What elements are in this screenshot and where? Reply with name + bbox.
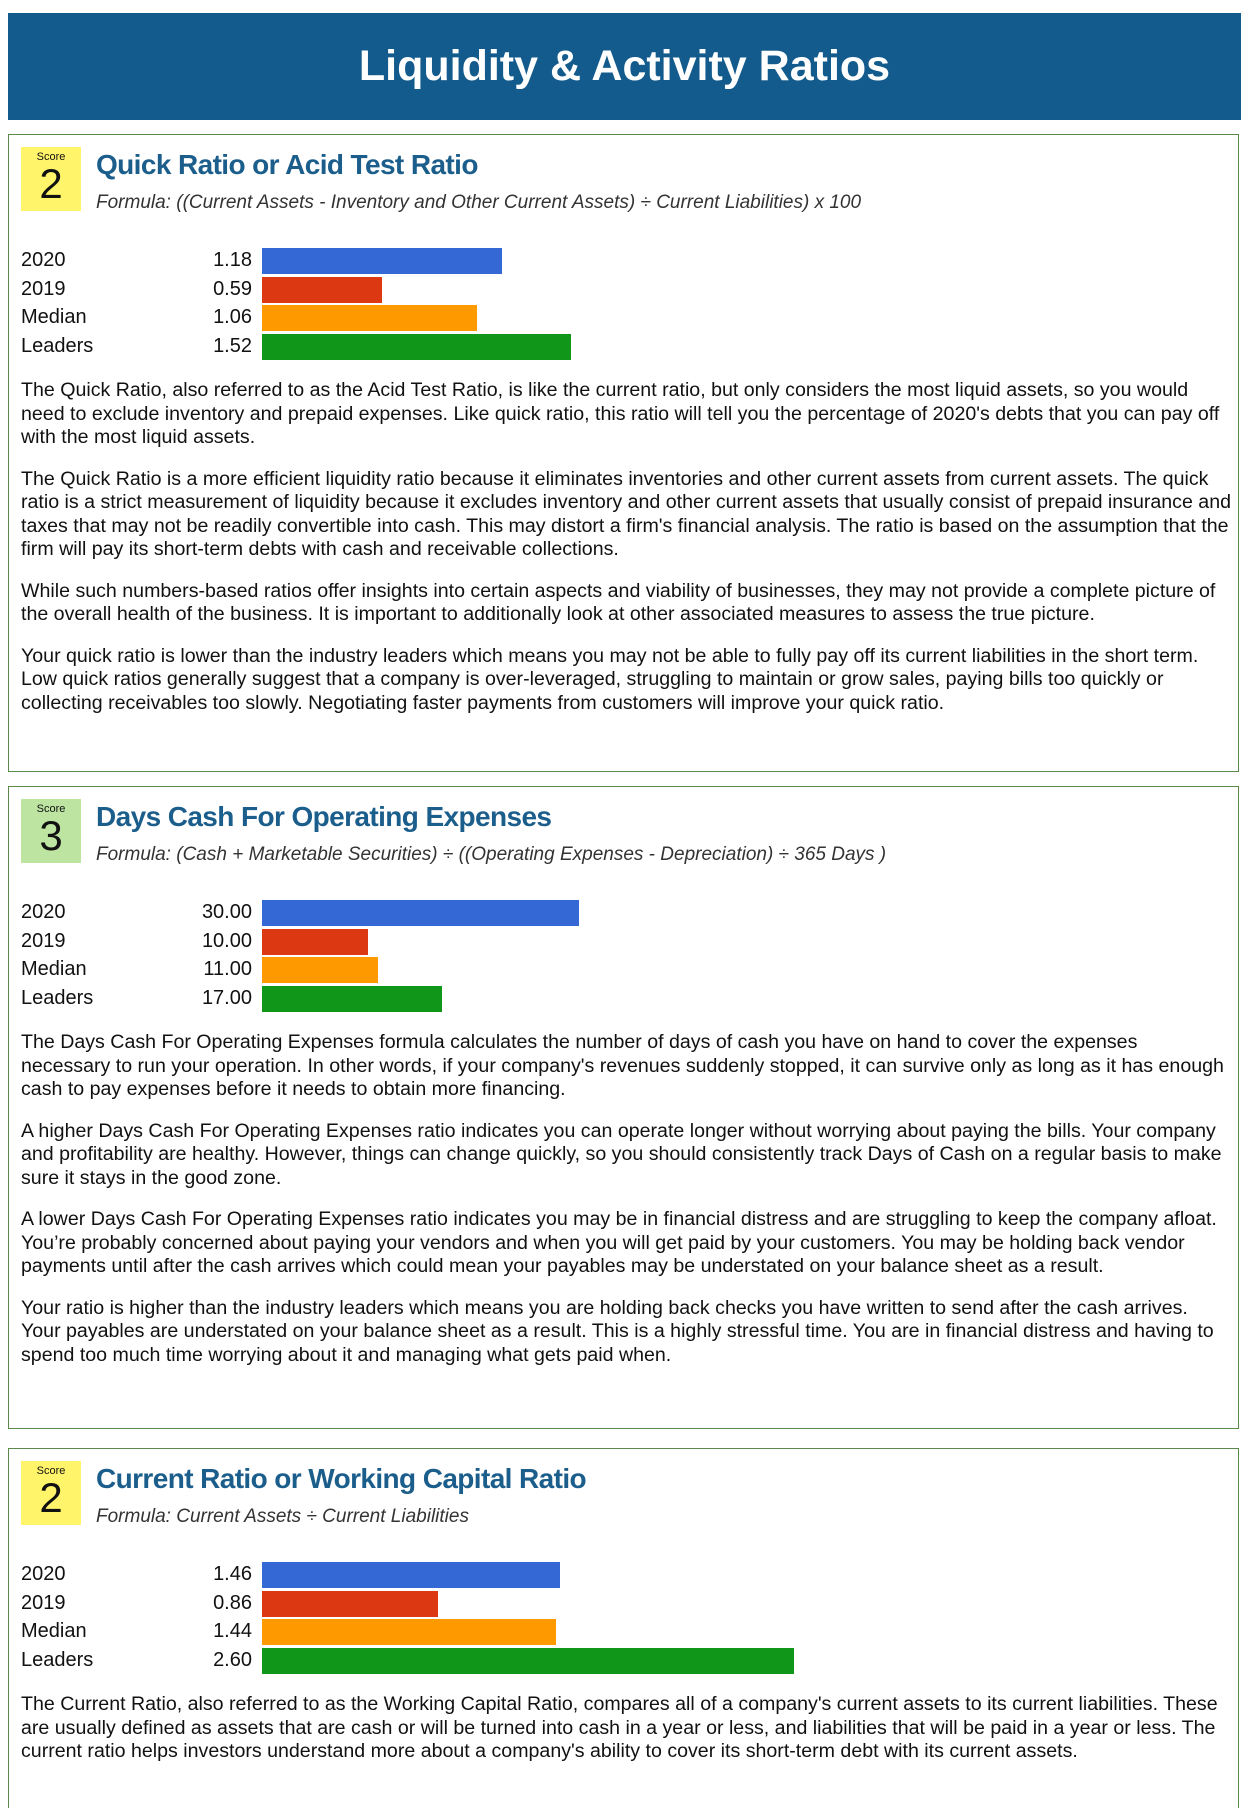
category-label: 2020 <box>21 249 66 271</box>
value-label: 1.46 <box>213 1563 252 1585</box>
bar-2020 <box>262 1562 560 1588</box>
paragraph: Your ratio is higher than the industry leaders which means you are holding back checks you have written to send after the cash arrives. Your payables are understated on your balance sheet as a result. This is a highly stressful time. You are in financial distress and having to spend too much time worrying about it and managing what gets paid when. <box>21 1296 1214 1366</box>
category-label: 2020 <box>21 901 66 923</box>
bar-chart <box>21 899 1021 1013</box>
value-label: 11.00 <box>203 958 252 980</box>
category-label: Leaders <box>21 1648 94 1671</box>
paragraph: The Quick Ratio is a more efficient liquidity ratio because it eliminates inventories and other current assets from current assets. The quick ratio is a strict measurement of liquidity because it excludes inventory and other current assets that usually consist of prepaid insurance and taxes that may not be readily convertible into cash. This may distort a firm's financial analysis. The ratio is based on the assumption that the firm will pay its short-term debts with cash and receivable collections. <box>21 467 1232 560</box>
section-formula: Formula: ((Current Assets - Inventory and Other Current Assets) ÷ Current Liabilities) x 100 <box>96 192 862 213</box>
category-label: 2019 <box>21 1591 66 1614</box>
category-label: Median <box>21 1620 87 1642</box>
value-label: 2.60 <box>213 1648 252 1671</box>
paragraph: The Quick Ratio, also referred to as the Acid Test Ratio, is like the current ratio, but only considers the most liquid assets, so you would need to exclude inventory and prepaid expenses. Like quick ratio, this ratio will tell you the percentage of 2020's debts that you can pay off with the most liquid assets. <box>21 379 1220 448</box>
chart-row <box>21 247 1021 276</box>
value-label: 10.00 <box>201 929 252 952</box>
category-label: Median <box>21 958 87 980</box>
paragraph: The Current Ratio, also referred to as the Working Capital Ratio, compares all of a company's current assets to its current liabilities. These are usually defined as assets that are cash or will be turned into cash in a year or less, and liabilities that will be paid in a year or less. The current ratio helps investors understand more about a company's ability to cover its short-term debt with its current assets. <box>21 1693 1218 1762</box>
score-badge <box>21 799 81 863</box>
bar-leaders <box>262 1648 794 1674</box>
section-title: Current Ratio or Working Capital Ratio <box>96 1463 587 1494</box>
value-label: 0.59 <box>213 277 252 300</box>
score-label: Score <box>36 151 66 163</box>
chart-row <box>21 956 1021 985</box>
bar-2019 <box>262 1591 438 1617</box>
page-header <box>8 13 1241 120</box>
score-label: Score <box>36 803 66 815</box>
chart-row <box>21 276 1021 305</box>
chart-row <box>21 304 1021 333</box>
bar-2019 <box>262 277 382 303</box>
bar-leaders <box>262 986 442 1012</box>
score-value: 2 <box>39 160 63 207</box>
ratio-section-days-cash <box>8 786 1239 1429</box>
bar-leaders <box>262 334 571 360</box>
bar-2020 <box>262 248 502 274</box>
page-title: Liquidity & Activity Ratios <box>358 42 891 90</box>
ratio-section-current-ratio <box>8 1448 1239 1808</box>
section-title: Days Cash For Operating Expenses <box>96 801 552 832</box>
chart-row <box>21 928 1021 957</box>
score-value: 3 <box>39 812 63 859</box>
score-badge <box>21 147 81 211</box>
chart-row <box>21 1561 1021 1590</box>
section-description <box>21 379 1231 733</box>
section-formula: Formula: Current Assets ÷ Current Liabilities <box>96 1506 469 1527</box>
paragraph: The Days Cash For Operating Expenses formula calculates the number of days of cash you have on hand to cover the expenses necessary to run your operation. In other words, if your company's revenues suddenly stopped, it can survive only as long as it has enough cash to pay expenses before it needs to obtain more financing. <box>21 1031 1224 1100</box>
value-label: 1.44 <box>213 1620 252 1642</box>
category-label: 2019 <box>21 277 66 300</box>
category-label: Leaders <box>21 986 94 1009</box>
paragraph: A higher Days Cash For Operating Expenses ratio indicates you can operate longer without worrying about paying the bills. Your company and profitability are healthy. However, things can change quickly, so you should consistently track Days of Cash on a regular basis to make sure it stays in the good zone. <box>21 1119 1222 1189</box>
ratio-section-quick-ratio <box>8 134 1239 772</box>
score-value: 2 <box>39 1474 63 1521</box>
bar-chart <box>21 247 1021 361</box>
bar-2020 <box>262 900 579 926</box>
chart-row <box>21 1618 1021 1647</box>
value-label: 1.06 <box>213 306 252 328</box>
chart-row <box>21 1647 1021 1676</box>
paragraph: Your quick ratio is lower than the industry leaders which means you may not be able to fully pay off its current liabilities in the short term. Low quick ratios generally suggest that a company is over-leveraged, struggling to maintain or grow sales, paying bills too quickly or collecting receivables too slowly. Negotiating faster payments from customers will improve your quick ratio. <box>21 644 1199 714</box>
paragraph: A lower Days Cash For Operating Expenses ratio indicates you may be in financial distress and are struggling to keep the company afloat. You’re probably concerned about paying your vendors and when you will get paid by your customers. You may be holding back vendor payments until after the cash arrives which could mean your payables may be understated on your balance sheet as a result. <box>21 1208 1217 1277</box>
section-formula: Formula: (Cash + Marketable Securities) ÷ ((Operating Expenses - Depreciation) ÷ 365 Days ) <box>96 844 887 865</box>
section-description <box>21 1031 1231 1385</box>
bar-2019 <box>262 929 368 955</box>
value-label: 17.00 <box>201 986 252 1009</box>
bar-median <box>262 957 378 983</box>
score-badge <box>21 1461 81 1525</box>
chart-row <box>21 1590 1021 1619</box>
category-label: 2019 <box>21 929 66 952</box>
value-label: 1.18 <box>213 249 252 271</box>
value-label: 1.52 <box>213 334 252 357</box>
category-label: Median <box>21 306 87 328</box>
value-label: 30.00 <box>201 901 252 923</box>
bar-chart <box>21 1561 1021 1675</box>
bar-median <box>262 305 477 331</box>
bar-median <box>262 1619 556 1645</box>
chart-row <box>21 333 1021 362</box>
chart-row <box>21 899 1021 928</box>
category-label: Leaders <box>21 334 94 357</box>
category-label: 2020 <box>21 1563 66 1585</box>
chart-row <box>21 985 1021 1014</box>
score-label: Score <box>36 1465 66 1477</box>
section-title: Quick Ratio or Acid Test Ratio <box>96 149 478 180</box>
section-description <box>21 1693 1231 1782</box>
paragraph: While such numbers-based ratios offer insights into certain aspects and viability of businesses, they may not provide a complete picture of the overall health of the business. It is important to additionally look at other associated measures to assess the true picture. <box>21 579 1216 625</box>
value-label: 0.86 <box>213 1591 252 1614</box>
